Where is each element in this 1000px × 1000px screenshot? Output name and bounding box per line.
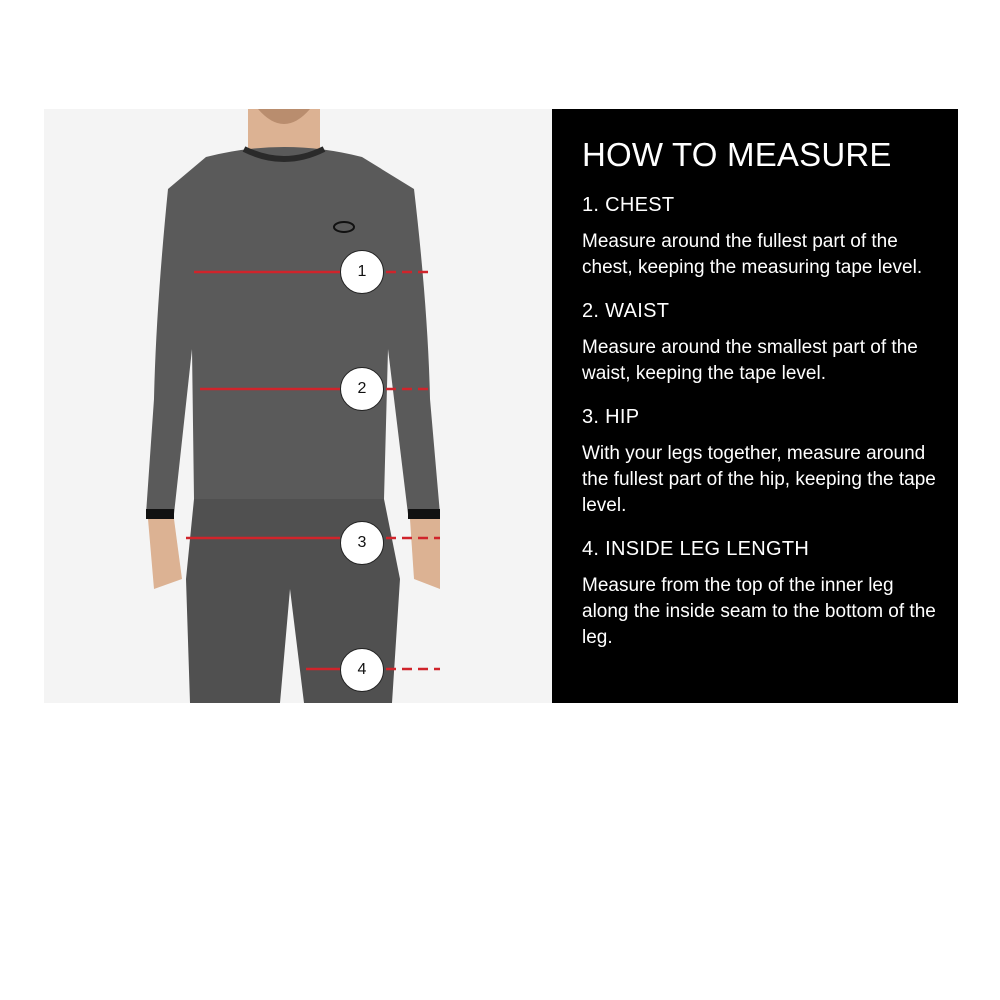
section-inside-leg	[582, 537, 938, 651]
right-cuff	[408, 509, 440, 519]
shirt	[146, 147, 440, 514]
section-body: Measure from the top of the inner leg along the inside seam to the bottom of the leg.	[582, 575, 936, 648]
left-cuff	[146, 509, 174, 519]
section-body: Measure around the fullest part of the chest, keeping the measuring tape level.	[582, 231, 923, 278]
section-heading: 4. INSIDE LEG LENGTH	[582, 538, 810, 560]
marker-chest: 1	[340, 250, 384, 294]
left-hand	[148, 519, 182, 589]
section-waist	[582, 299, 938, 387]
section-heading: 2. WAIST	[582, 300, 670, 322]
right-hand	[410, 519, 440, 589]
how-to-measure-panel	[552, 109, 958, 703]
section-hip	[582, 405, 938, 519]
section-chest	[582, 193, 938, 281]
section-heading: 3. HIP	[582, 406, 640, 428]
section-body: Measure around the smallest part of the waist, keeping the tape level.	[582, 337, 918, 384]
model-photo	[44, 109, 552, 703]
model-figure-illustration	[44, 109, 552, 703]
section-body: With your legs together, measure around the fullest part of the hip, keeping the tape level.	[582, 443, 936, 516]
marker-waist: 2	[340, 367, 384, 411]
marker-hip: 3	[340, 521, 384, 565]
section-heading: 1. CHEST	[582, 194, 675, 216]
marker-inside-leg: 4	[340, 648, 384, 692]
panel-title: HOW TO MEASURE	[582, 136, 892, 173]
